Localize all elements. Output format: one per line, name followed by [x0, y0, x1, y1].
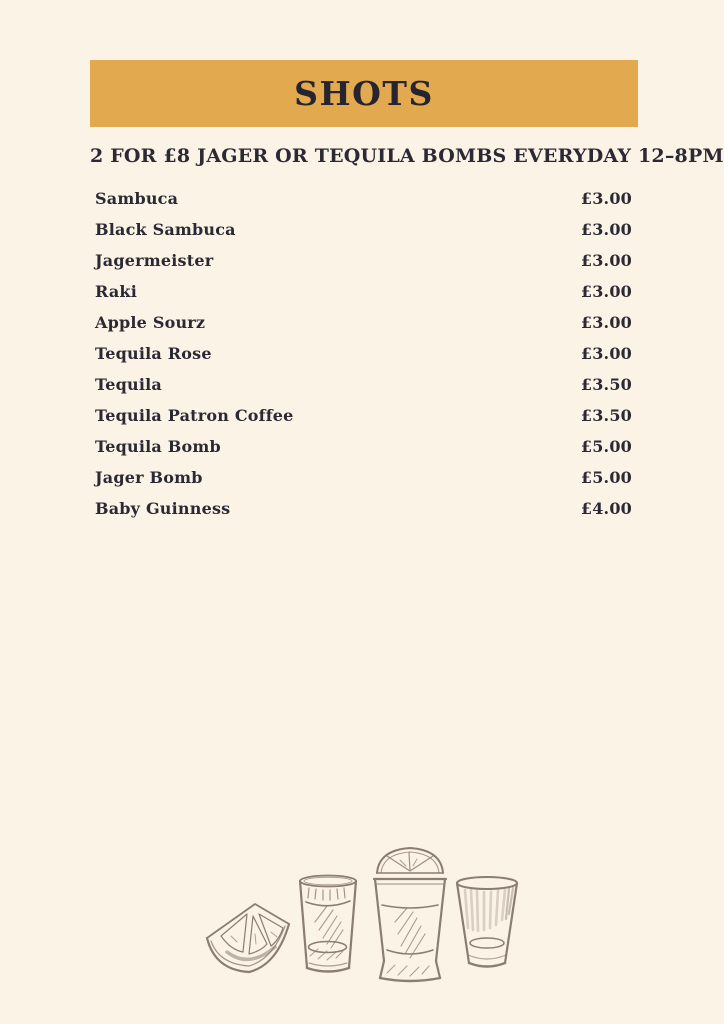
- shot-glasses-illustration: [197, 842, 527, 984]
- menu-item-name: Tequila Bomb: [95, 437, 221, 456]
- menu-item-row: [95, 400, 632, 431]
- header-banner: [90, 60, 638, 127]
- menu-item-price: £3.50: [580, 375, 632, 394]
- menu-item-price: £5.00: [580, 468, 632, 487]
- menu-item-price: £5.00: [580, 437, 632, 456]
- menu-item-name: Jagermeister: [95, 251, 214, 270]
- menu-item-name: Tequila: [95, 375, 162, 394]
- menu-item-price: £3.00: [580, 220, 632, 239]
- menu-item-row: [95, 214, 632, 245]
- menu-item-name: Sambuca: [95, 189, 179, 208]
- page-title: SHOTS: [294, 74, 434, 113]
- menu-item-price: £3.00: [580, 344, 632, 363]
- menu-item-name: Raki: [95, 282, 137, 301]
- shot-glass-empty-icon: [457, 877, 517, 967]
- menu-item-name: Tequila Rose: [95, 344, 212, 363]
- menu-item-name: Tequila Patron Coffee: [95, 406, 294, 425]
- menu-item-row: [95, 431, 632, 462]
- menu-item-price: £3.50: [580, 406, 632, 425]
- menu-item-price: £3.00: [580, 282, 632, 301]
- menu-item-row: [95, 276, 632, 307]
- menu-item-name: Jager Bomb: [95, 468, 203, 487]
- menu-item-row: [95, 183, 632, 214]
- menu-item-price: £4.00: [580, 499, 632, 518]
- menu-item-price: £3.00: [580, 313, 632, 332]
- menu-item-price: £3.00: [580, 189, 632, 208]
- menu-item-row: [95, 307, 632, 338]
- menu-item-name: Black Sambuca: [95, 220, 236, 239]
- shot-glass-full-icon: [300, 876, 356, 972]
- menu-item-name: Baby Guinness: [95, 499, 231, 518]
- menu-item-price: £3.00: [580, 251, 632, 270]
- menu-item-row: [95, 338, 632, 369]
- shot-glass-lime-icon: [374, 848, 446, 981]
- menu-item-row: [95, 245, 632, 276]
- menu-item-row: [95, 462, 632, 493]
- menu-item-row: [95, 369, 632, 400]
- promo-text: 2 FOR £8 JAGER OR TEQUILA BOMBS EVERYDAY 12–8PM: [90, 145, 724, 167]
- menu-item-row: [95, 493, 632, 524]
- lime-wedge-icon: [207, 904, 289, 972]
- menu-item-name: Apple Sourz: [95, 313, 206, 332]
- menu-list: [95, 183, 632, 524]
